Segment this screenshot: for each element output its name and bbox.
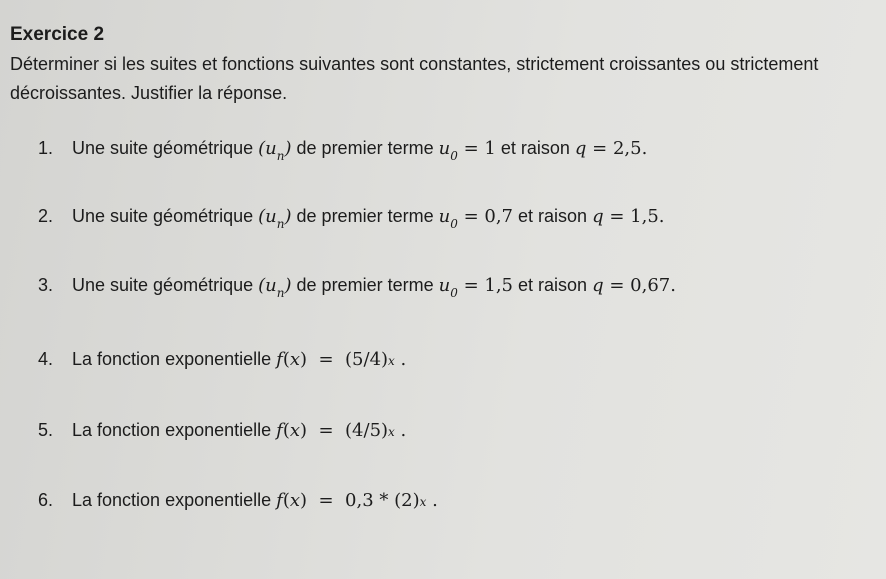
item-label: Une suite géométrique [72,275,254,295]
list-item: 6. La fonction exponentielle f ( x ) = 0,3 * (2) x . [38,490,438,511]
ratio-phrase: et raison [500,138,570,158]
list-item: 1. Une suite géométrique $(u_n)$ de premier terme $u_0$ = 1 et raison q = 2,5 . [38,138,648,163]
sequence-symbol: $(u_n)$ [258,275,292,300]
ratio-value: 2,5 [612,138,642,159]
item-number: 4. [38,349,54,369]
function-expression: (5/4) [345,349,389,370]
list-item: 3. Une suite géométrique $(u_n)$ de premier terme $u_0$ = 1,5 et raison q = 0,67 . [38,275,676,300]
list-item: 5. La fonction exponentielle f ( x ) = (4/5) x . [38,420,407,441]
function-expression: (4/5) [345,420,389,441]
item-label: La fonction exponentielle [72,420,272,440]
ratio-value: 0,67 [630,275,671,296]
first-term: $u_0$ [438,206,458,231]
item-label: Une suite géométrique [72,138,254,158]
first-term-value: 0,7 [484,206,514,227]
sequence-symbol: $(u_n)$ [258,206,292,231]
ratio-phrase: et raison [518,275,588,295]
item-number: 3. [38,275,54,295]
item-label: La fonction exponentielle [72,490,272,510]
list-item: 2. Une suite géométrique $(u_n)$ de premier terme $u_0$ = 0,7 et raison q = 1,5 . [38,206,665,231]
first-term-phrase: de premier terme [296,138,434,158]
first-term-phrase: de premier terme [296,206,434,226]
first-term-value: 1,5 [484,275,514,296]
function-expression: 0,3 * (2) [345,490,420,511]
exercise-title: Exercice 2 [10,24,105,45]
first-term-phrase: de premier terme [296,275,434,295]
first-term: $u_0$ [438,275,458,300]
first-term: $u_0$ [438,138,458,163]
sequence-symbol: $(u_n)$ [258,138,292,163]
ratio-value: 1,5 [630,206,659,227]
item-label: La fonction exponentielle [72,349,272,369]
exercise-instructions: Déterminer si les suites et fonctions suivantes sont constantes, strictement croissantes ou strictement décroissantes. Justifier la réponse. [10,54,819,103]
ratio-phrase: et raison [518,206,588,226]
item-number: 5. [38,420,54,440]
list-item: 4. La fonction exponentielle f ( x ) = (5/4) x . [38,349,407,370]
first-term-value: 1 [484,138,496,159]
item-number: 1. [38,138,54,158]
item-label: Une suite géométrique [72,206,254,226]
item-number: 2. [38,206,54,226]
item-number: 6. [38,490,54,510]
